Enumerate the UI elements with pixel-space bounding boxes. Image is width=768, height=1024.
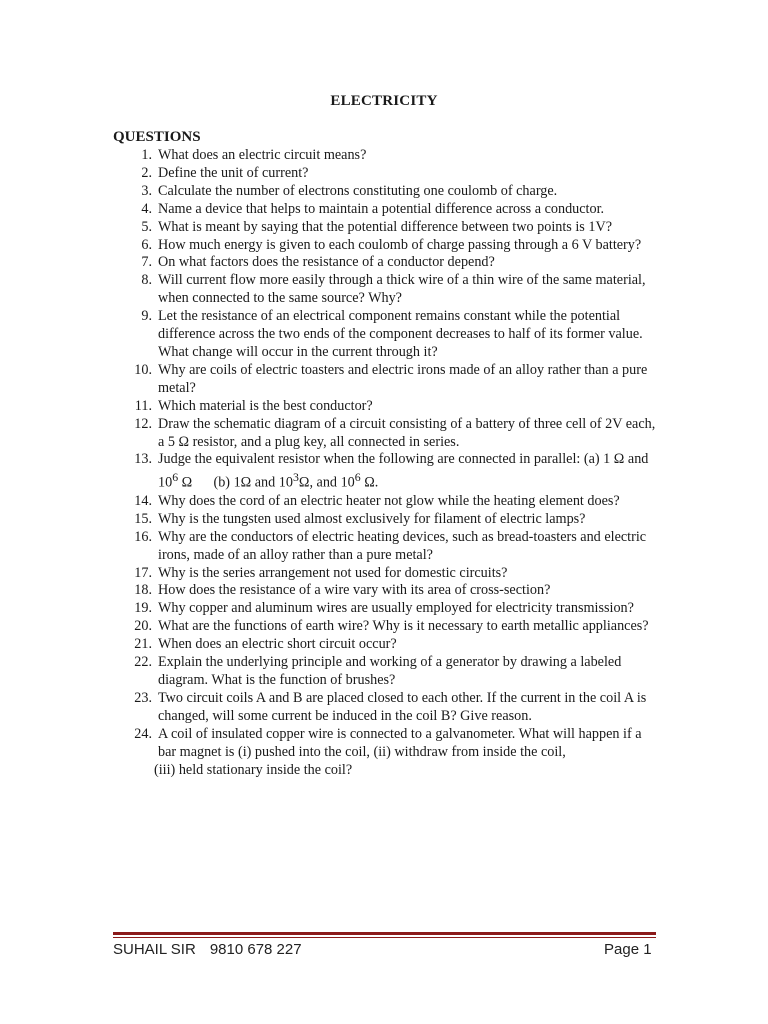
question-text: Define the unit of current? [158, 164, 309, 181]
list-item [120, 237, 660, 255]
question-text-part: Ω. [360, 475, 379, 492]
question-text: Will current flow more easily through a thick wire of a thin wire of the same material, when connected to the same source? Why? [158, 272, 646, 307]
question-text: Why are coils of electric toasters and electric irons made of an alloy rather than a pure metal? [158, 361, 648, 396]
question-number: 1. [141, 147, 152, 163]
list-item [120, 362, 660, 398]
list-item [120, 165, 660, 183]
question-text: What is meant by saying that the potential difference between two points is 1V? [158, 218, 613, 235]
question-number: 10. [134, 361, 152, 378]
question-text: Why is the series arrangement not used for domestic circuits? [158, 564, 508, 581]
footer-author [113, 941, 302, 958]
list-item [120, 398, 660, 416]
question-number: 17. [134, 564, 152, 581]
question-text: Two circuit coils A and B are placed closed to each other. If the current in the coil A is changed, will some current be induced in the coil B? Give reason. [158, 689, 647, 724]
question-number: 5. [141, 218, 152, 235]
list-item [120, 416, 660, 452]
question-number: 6. [141, 236, 152, 253]
question-text: What does an electric circuit means? [158, 147, 367, 163]
question-number: 24. [134, 725, 152, 742]
question-number: 23. [134, 689, 152, 706]
question-number: 7. [141, 254, 152, 271]
question-text [158, 451, 660, 493]
question-number: 3. [141, 182, 152, 199]
question-text: Which material is the best conductor? [158, 397, 373, 414]
question-text: Why are the conductors of electric heating devices, such as bread-toasters and electric irons, made of an alloy rather than a pure metal? [158, 528, 647, 563]
list-item [120, 690, 660, 726]
superscript: 6 [354, 470, 361, 485]
question-number: 9. [141, 308, 152, 325]
question-text: Name a device that helps to maintain a potential difference across a conductor. [158, 200, 605, 217]
list-item [120, 147, 660, 165]
question-number: 19. [134, 600, 152, 617]
section-heading: QUESTIONS [113, 129, 201, 145]
list-item [120, 654, 660, 690]
superscript: 6 [172, 470, 179, 485]
question-text: How does the resistance of a wire vary with its area of cross-section? [158, 582, 551, 599]
list-item [120, 529, 660, 565]
list-item [120, 308, 660, 362]
question-number: 16. [134, 528, 152, 545]
list-item [120, 451, 660, 493]
question-text: Draw the schematic diagram of a circuit consisting of a battery of three cell of 2V each, a 5 Ω resistor, and a plug key, all connected in series. [158, 415, 656, 450]
question-text: Why does the cord of an electric heater not glow while the heating element does? [158, 492, 620, 509]
superscript: 3 [292, 470, 299, 485]
question-number: 18. [134, 582, 152, 599]
list-item [120, 201, 660, 219]
list-item [120, 511, 660, 529]
question-text [154, 725, 660, 780]
list-item [120, 272, 660, 308]
question-number: 11. [134, 397, 152, 414]
question-number: 15. [134, 510, 152, 527]
list-item [120, 600, 660, 618]
question-number: 2. [141, 164, 152, 181]
question-number: 4. [141, 200, 152, 217]
list-item [120, 183, 660, 201]
question-number: 14. [134, 492, 152, 509]
question-text: Let the resistance of an electrical component remains constant while the potential difference across the two ends of the component decreases to half of its former value. What change will occur in the current through it? [158, 308, 643, 360]
question-list [120, 147, 660, 779]
question-number: 21. [134, 636, 152, 653]
question-number: 12. [134, 415, 152, 432]
page-number: Page 1 [604, 941, 652, 958]
question-text: Why copper and aluminum wires are usually employed for electricity transmission? [158, 600, 634, 617]
question-text: How much energy is given to each coulomb of charge passing through a 6 V battery? [158, 236, 642, 253]
list-item [120, 582, 660, 600]
question-text-part: A coil of insulated copper wire is connected to a galvanometer. What will happen if a bar magnet is (i) pushed into the coil, (ii) withdraw from inside the coil, [158, 725, 642, 760]
footer-rule-thick [113, 932, 656, 935]
question-number: 13. [134, 451, 152, 468]
footer-rule-thin [113, 937, 656, 938]
list-item [120, 565, 660, 583]
phone-number: 9810 678 227 [209, 941, 302, 958]
question-text: Why is the tungsten used almost exclusively for filament of electric lamps? [158, 510, 586, 527]
question-text-part: Ω (b) 1Ω and 10 [178, 475, 293, 492]
question-text: Calculate the number of electrons constituting one coulomb of charge. [158, 182, 558, 199]
list-item [120, 636, 660, 654]
page-title: ELECTRICITY [330, 93, 438, 109]
question-number: 20. [134, 618, 152, 635]
list-item [120, 219, 660, 237]
author-name: SUHAIL SIR [113, 941, 196, 958]
list-item [120, 618, 660, 636]
question-text: Explain the underlying principle and working of a generator by drawing a labeled diagram. What is the function of brushes? [158, 654, 622, 689]
question-text: On what factors does the resistance of a conductor depend? [158, 254, 495, 271]
question-text: When does an electric short circuit occur? [158, 636, 397, 653]
list-item [120, 254, 660, 272]
question-text-part: Ω, and 10 [298, 475, 355, 492]
question-number: 8. [141, 272, 152, 289]
question-number: 22. [134, 654, 152, 671]
question-subpart: (iii) held stationary inside the coil? [154, 761, 353, 778]
list-item [120, 726, 660, 780]
question-text-part: Judge the equivalent resistor when the following are connected in parallel: (a) 1 Ω and 10 [158, 451, 649, 492]
list-item [120, 493, 660, 511]
question-text: What are the functions of earth wire? Why is it necessary to earth metallic appliances? [158, 618, 649, 635]
